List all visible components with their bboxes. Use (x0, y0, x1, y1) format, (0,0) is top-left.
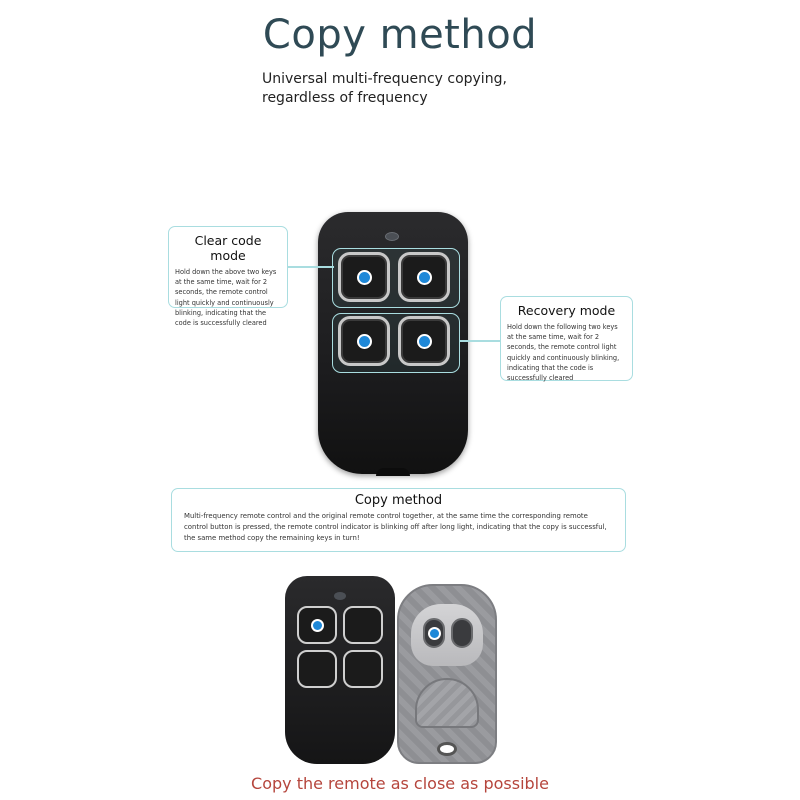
copy-method-box (171, 488, 626, 552)
clear-code-title: Clear code mode (194, 233, 262, 263)
indicator-led (334, 592, 346, 600)
key-indicator-dot (419, 272, 430, 283)
copy-method-text: Multi-frequency remote control and the original remote control together, at the same time the corresponding remote control button is pressed, the remote control indicator is blinking off after long light, indicating that the copy is successful, the same method copy the remaining keys in turn! (184, 512, 607, 543)
page-subtitle: Universal multi-frequency copying, regardless of frequency (262, 71, 507, 106)
original-remote-logo-panel (415, 678, 479, 728)
remote-key-3[interactable] (338, 316, 390, 366)
small-key-2 (343, 606, 383, 644)
key-indicator-dot (430, 629, 439, 638)
multi-frequency-remote-small (285, 576, 395, 764)
original-key-2 (451, 618, 473, 648)
bottom-caption: Copy the remote as close as possible (251, 774, 549, 793)
remote-notch (376, 468, 410, 476)
clear-code-text: Hold down the above two keys at the same time, wait for 2 seconds, the remote control light quickly and continuously blinking, indicating that the code is successfully cleared (175, 268, 277, 328)
small-key-1 (297, 606, 337, 644)
key-indicator-dot (359, 272, 370, 283)
indicator-led (385, 232, 399, 241)
remote-key-2[interactable] (398, 252, 450, 302)
recovery-text: Hold down the following two keys at the same time, wait for 2 seconds, the remote control light quickly and continuously blinking, indicating that the code is successfully cleared (507, 323, 620, 383)
original-key-1 (423, 618, 445, 648)
small-key-3 (297, 650, 337, 688)
recovery-connector-line (460, 340, 500, 342)
copy-method-title: Copy method (354, 493, 443, 508)
clear-connector-line (288, 266, 334, 268)
small-key-4 (343, 650, 383, 688)
remote-key-1[interactable] (338, 252, 390, 302)
keyring-hole (437, 742, 457, 756)
recovery-title: Recovery mode (517, 303, 616, 318)
page-title: Copy method (262, 12, 538, 58)
recovery-mode-box (500, 296, 633, 381)
clear-code-mode-box (168, 226, 288, 328)
original-remote-button-panel (411, 604, 483, 666)
remote-key-4[interactable] (398, 316, 450, 366)
key-indicator-dot (313, 621, 322, 630)
original-remote (397, 584, 497, 764)
key-indicator-dot (359, 336, 370, 347)
key-indicator-dot (419, 336, 430, 347)
